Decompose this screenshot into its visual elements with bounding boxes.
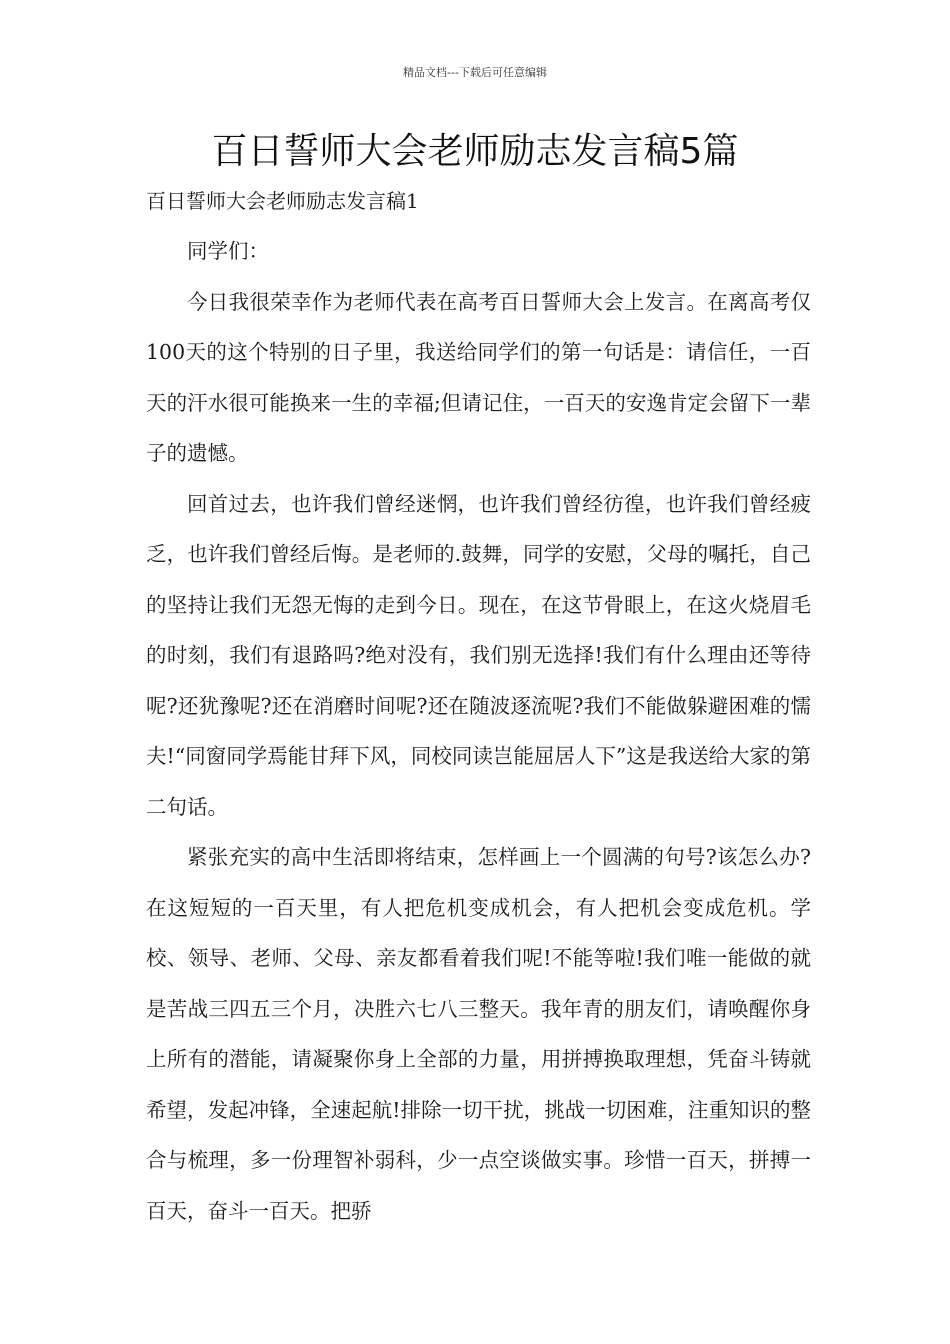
section-heading: 百日誓师大会老师励志发言稿1 [146,189,419,213]
document-body [146,226,811,1236]
document-title: 百日誓师大会老师励志发言稿5篇 [211,131,739,172]
body-paragraph: 紧张充实的高中生活即将结束，怎样画上一个圆满的句号?该怎么办?在这短短的一百天里，有人把危机变成机会，有人把机会变成危机。学校、领导、老师、父母、亲友都看着我们呢!不能等啦!我们唯一能做的就是苦战三四五三个月，决胜六七八三整天。我年青的朋友们，请唤醒你身上所有的潜能，请凝聚你身上全部的力量，用拼搏换取理想，凭奋斗铸就希望，发起冲锋，全速起航!排除一切干扰，挑战一切困难，注重知识的整合与梳理，多一份理智补弱科，少一点空谈做实事。珍惜一百天，拼搏一百天，奋斗一百天。把骄 [146,845,811,1223]
body-paragraph: 今日我很荣幸作为老师代表在高考百日誓师大会上发言。在离高考仅100天的这个特别的日子里，我送给同学们的第一句话是：请信任，一百天的汗水很可能换来一生的幸福;但请记住，一百天的安逸肯定会留下一辈子的遗憾。 [146,289,811,465]
body-paragraph: 回首过去，也许我们曾经迷惘，也许我们曾经彷徨，也许我们曾经疲乏，也许我们曾经后悔。是老师的.鼓舞，同学的安慰，父母的嘱托，自己的坚持让我们无怨无悔的走到今日。现在，在这节骨眼上，在这火烧眉毛的时刻，我们有退路吗?绝对没有，我们别无选择!我们有什么理由还等待呢?还犹豫呢?还在消磨时间呢?还在随波逐流呢?我们不能做躲避困难的懦夫!“同窗同学焉能甘拜下风，同校同读岂能屈居人下”这是我送给大家的第二句话。 [146,491,811,819]
header-note: 精品文档---下载后可任意编辑 [403,66,547,79]
greeting-paragraph: 同学们： [187,239,269,263]
